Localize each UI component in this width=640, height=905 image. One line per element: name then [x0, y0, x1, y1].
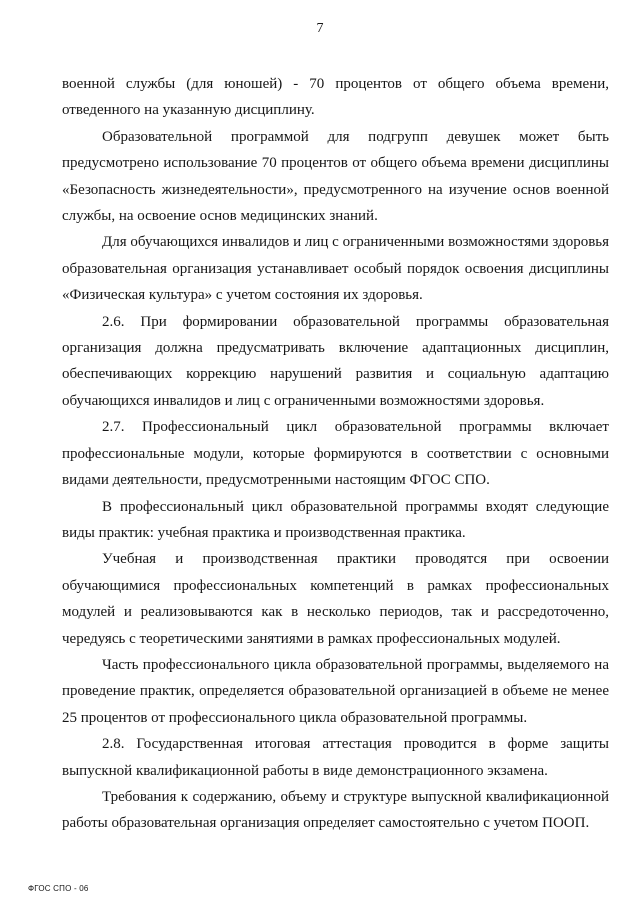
text-line: 2.6. При формировании образовательной программы образовательная [102, 313, 609, 330]
paragraph-practice-share [62, 652, 609, 731]
text-line: виды практик: учебная практика и производственная практика. [62, 524, 466, 541]
text-line: здоровья образовательная организация устанавливает особый порядок освоения [62, 234, 610, 277]
text-line: чередуясь с теоретическими занятиями в рамках профессиональных модулей. [62, 630, 561, 647]
text-line: службы, на освоение основ медицинских знаний. [62, 208, 378, 225]
body-text [62, 71, 609, 837]
text-line: профессиональные модули, которые формируются в соответствии с основными [62, 445, 609, 462]
text-line: видами деятельности, предусмотренными настоящим ФГОС СПО. [62, 472, 490, 489]
text-line: Требования к содержанию, объему и структуре выпускной квалификационной [102, 788, 609, 805]
paragraph-military-service [62, 71, 609, 124]
text-line: проведение практик, определяется образовательной организацией в объеме не менее [62, 683, 609, 700]
paragraph-physical-culture [62, 229, 609, 308]
paragraph-practice-types [62, 494, 609, 547]
text-line: Для обучающихся инвалидов и лиц с ограниченными возможностями [102, 234, 549, 251]
text-line: обеспечивающих коррекцию нарушений развития и социальную адаптацию [62, 366, 609, 383]
paragraph-girls-subgroups [62, 124, 609, 230]
text-line: обучающихся инвалидов и лиц с ограниченными возможностями здоровья. [62, 392, 545, 409]
paragraph-practice-conduct [62, 546, 609, 652]
page-footer: ФГОС СПО - 06 [28, 884, 89, 893]
text-line: Часть профессионального цикла образовательной программы, выделяемого на [102, 656, 609, 673]
text-line: отведенного на указанную дисциплину. [62, 102, 315, 119]
text-line: В профессиональный цикл образовательной программы входят следующие [102, 498, 609, 515]
text-line: военной службы (для юношей) - 70 процентов от общего объема времени, [62, 76, 609, 92]
text-line: Образовательной программой для подгрупп девушек может быть [102, 128, 609, 145]
text-line: 25 процентов от профессионального цикла образовательной программы. [62, 709, 528, 726]
text-line: работы образовательная организация определяет самостоятельно с учетом ПООП. [62, 815, 590, 832]
paragraph-section-2-8 [62, 731, 609, 784]
text-line: «Безопасность жизнедеятельности», предусмотренного на изучение основ военной [62, 181, 609, 198]
text-line: дисциплины «Физическая культура» с учетом состояния их здоровья. [62, 260, 609, 304]
paragraph-section-2-6 [62, 309, 609, 415]
text-line: модулей и реализовываются как в несколько периодов, так и рассредоточенно, [62, 604, 609, 621]
text-line: Учебная и производственная практики проводятся при освоении [102, 551, 609, 568]
text-line: предусмотрено использование 70 процентов от общего объема времени дисциплины [62, 155, 609, 172]
text-line: 2.7. Профессиональный цикл образовательной программы включает [102, 419, 609, 436]
text-line: 2.8. Государственная итоговая аттестация проводится в форме защиты [102, 736, 609, 753]
page-number: 7 [316, 21, 324, 36]
text-line: обучающимися профессиональных компетенций в рамках профессиональных [62, 577, 609, 594]
paragraph-section-2-7 [62, 414, 609, 493]
text-line: организация должна предусматривать включение адаптационных дисциплин, [62, 340, 609, 357]
text-line: выпускной квалификационной работы в виде демонстрационного экзамена. [62, 762, 548, 779]
paragraph-thesis-requirements [62, 784, 609, 837]
